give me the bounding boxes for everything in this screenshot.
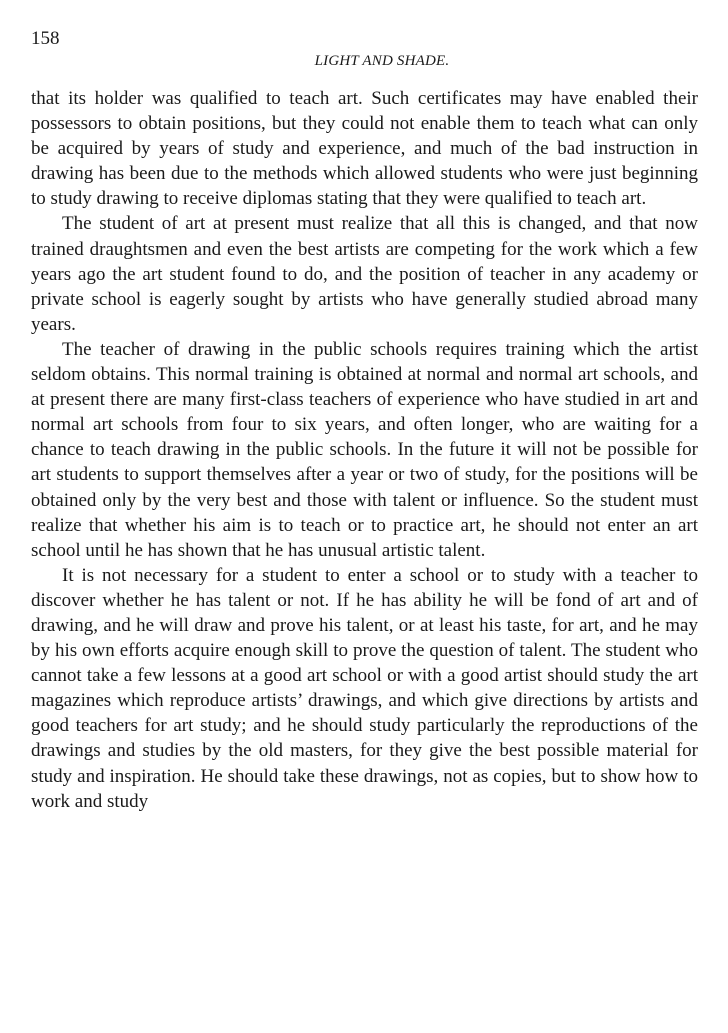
paragraph: It is not necessary for a student to enter a school or to study with a teacher to discover whether he has talent or not. If he has ability he will be fond of art and of drawing, and he will draw and prove his talent, or at least his taste, for art, and he may by his own efforts acquire enough skill to prove the question of talent. The student who cannot take a few lessons at a good art school or with a good artist should study the art magazines which reproduce artists’ drawings, and which give directions by artists and good teachers for art study; and he should study particularly the reproductions of the drawings and studies by the old masters, for they give the best possible material for study and inspiration. He should take these drawings, not as copies, but to show how to work and study xyxy=(31,564,698,812)
paragraph: The teacher of drawing in the public schools requires training which the artist seldom obtains. This normal training is obtained at normal and normal art schools, and at present there are many first-class teachers of experience who have studied in art and normal art schools from four to six years, and often longer, who are waiting for a chance to teach drawing in the public schools. In the future it will not be possible for art students to support themselves after a year or two of study, for the positions will be obtained only by the very best and those with talent or influence. So the student must realize that whether his aim is to teach or to practice art, he should not enter an art school until he has shown that he has unusual artistic talent. xyxy=(31,338,698,561)
body-text xyxy=(31,86,698,814)
running-header-title: LIGHT AND SHADE. xyxy=(314,53,450,69)
paragraph: The student of art at present must realize that all this is changed, and that now trained draughtsmen and even the best artists are competing for the work which a few years ago the art student found to do, and the position of teacher in any academy or private school is eagerly sought by artists who have generally studied abroad many years. xyxy=(31,213,698,335)
paragraph-continued: that its holder was qualified to teach art. Such certificates may have enabled their possessors to obtain positions, but they could not enable them to teach what can only be acquired by years of study and experience, and much of the bad instruction in drawing has been due to the methods which allowed students who were just beginning to study drawing to receive diplomas stating that they were qualified to teach art. xyxy=(31,88,698,210)
page-number: 158 xyxy=(31,28,60,49)
